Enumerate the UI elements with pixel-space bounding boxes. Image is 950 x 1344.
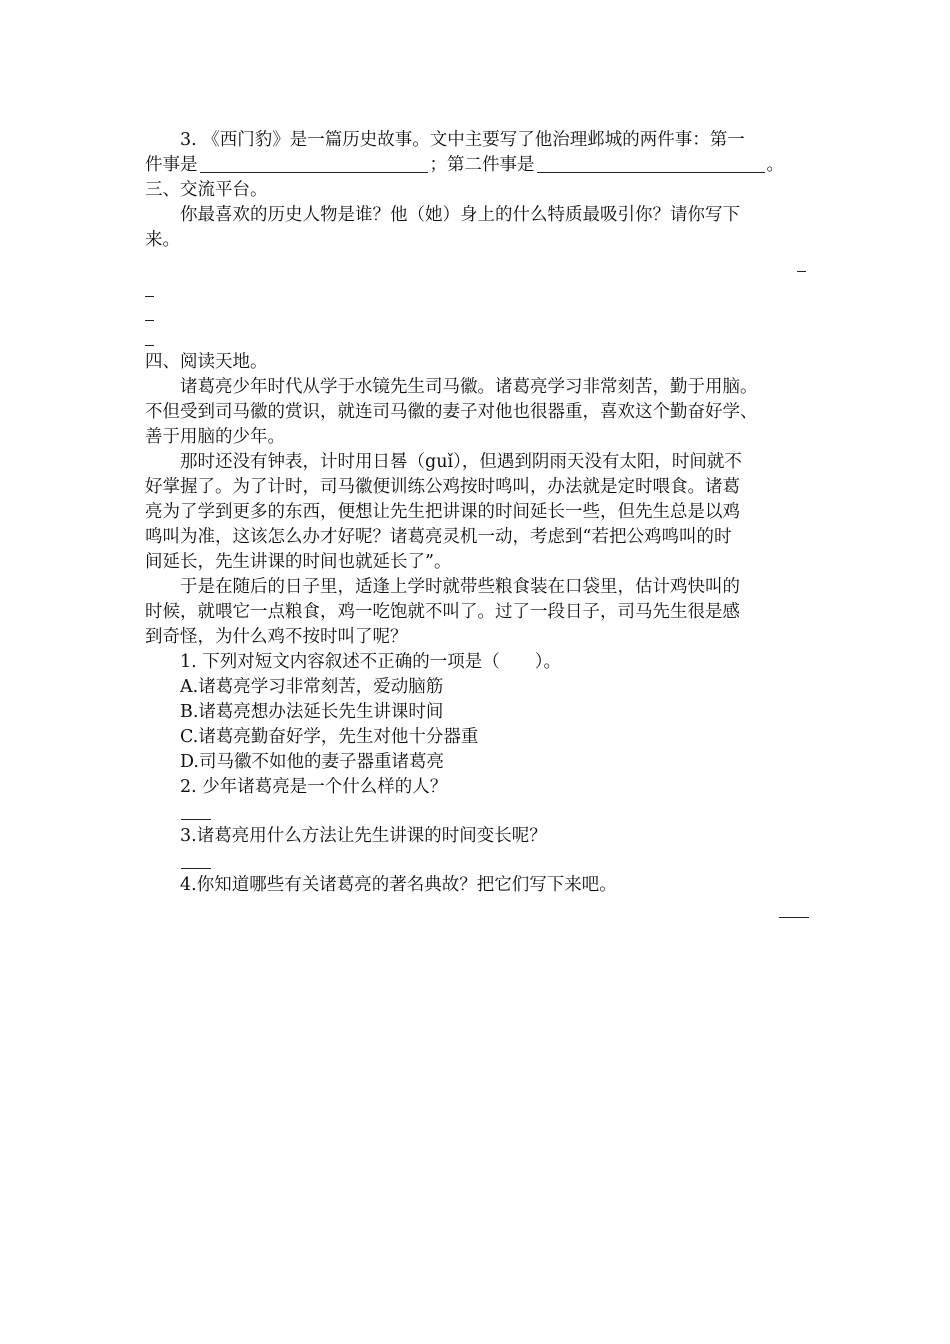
passage-p2-line5: 间延长，先生讲课的时间也就延长了”。 [145,552,452,572]
writing-line-3[interactable] [145,320,154,321]
passage-p2-line3: 亮为了学到更多的东西，便想让先生把讲课的时间延长一些，但先生总是以鸡 [145,502,740,522]
writing-line-1[interactable] [797,271,806,272]
first-event-label: 件事是 [145,155,198,175]
passage-p1-line3: 善于用脑的少年。 [145,427,285,447]
option-c[interactable]: C.诸葛亮勤奋好学，先生对他十分器重 [180,727,479,747]
passage-p2-line2: 好掌握了。为了计时，司马徽便训练公鸡按时鸣叫，办法就是定时喂食。诸葛 [145,477,740,497]
option-b[interactable]: B.诸葛亮想办法延长先生讲课时间 [180,702,444,722]
option-d[interactable]: D.司马徽不如他的妻子器重诸葛亮 [180,752,444,772]
option-a[interactable]: A.诸葛亮学习非常刻苦，爱动脑筋 [180,677,444,697]
section-3-prompt: 你最喜欢的历史人物是谁？他（她）身上的什么特质最吸引你？请你写下 [180,205,740,225]
passage-p3-line1: 于是在随后的日子里，适逢上学时就带些粮食装在口袋里，估计鸡快叫的 [180,577,740,597]
reading-question-3: 3.诸葛亮用什么方法让先生讲课的时间变长呢？ [180,826,547,846]
writing-line-2[interactable] [145,296,154,297]
answer-line-q2[interactable] [181,819,211,820]
reading-question-2: 2. 少年诸葛亮是一个什么样的人？ [180,777,448,797]
sentence-end: 。 [766,155,784,175]
passage-p3-line3: 到奇怪，为什么鸡不按时叫了呢？ [145,627,408,647]
section-4-heading: 四、阅读天地。 [145,352,268,372]
section-3-prompt-cont: 来。 [145,230,180,250]
reading-question-1: 1. 下列对短文内容叙述不正确的一项是（ ）。 [180,652,562,672]
passage-p3-line2: 时候，就喂它一点粮食，鸡一吃饱就不叫了。过了一段日子，司马先生很是感 [145,602,740,622]
section-3-heading: 三、交流平台。 [145,180,268,200]
passage-p1-line1: 诸葛亮少年时代从学于水镜先生司马徽。诸葛亮学习非常刻苦，勤于用脑。 [180,377,758,397]
answer-line-q3[interactable] [181,868,211,869]
second-event-label: ；第二件事是 [429,155,535,175]
passage-p1-line2: 不但受到司马徽的赏识，就连司马徽的妻子对他也很器重，喜欢这个勤奋好学、 [145,402,758,422]
passage-p2-line1: 那时还没有钟表，计时用日晷（guǐ），但遇到阴雨天没有太阳，时间就不 [180,452,742,472]
question-3-answer-line [145,153,810,178]
writing-line-4[interactable] [145,345,154,346]
question-3-ximenbao: 3. 《西门豹》是一篇历史故事。文中主要写了他治理邺城的两件事：第一 [180,130,745,150]
second-event-blank[interactable] [537,155,765,173]
passage-p2-line4: 鸣叫为准，这该怎么办才好呢？诸葛亮灵机一动，考虑到“若把公鸡鸣叫的时 [145,527,732,547]
reading-question-4: 4.你知道哪些有关诸葛亮的著名典故？把它们写下来吧。 [180,875,617,895]
first-event-blank[interactable] [200,155,428,173]
answer-line-q4[interactable] [779,917,809,918]
